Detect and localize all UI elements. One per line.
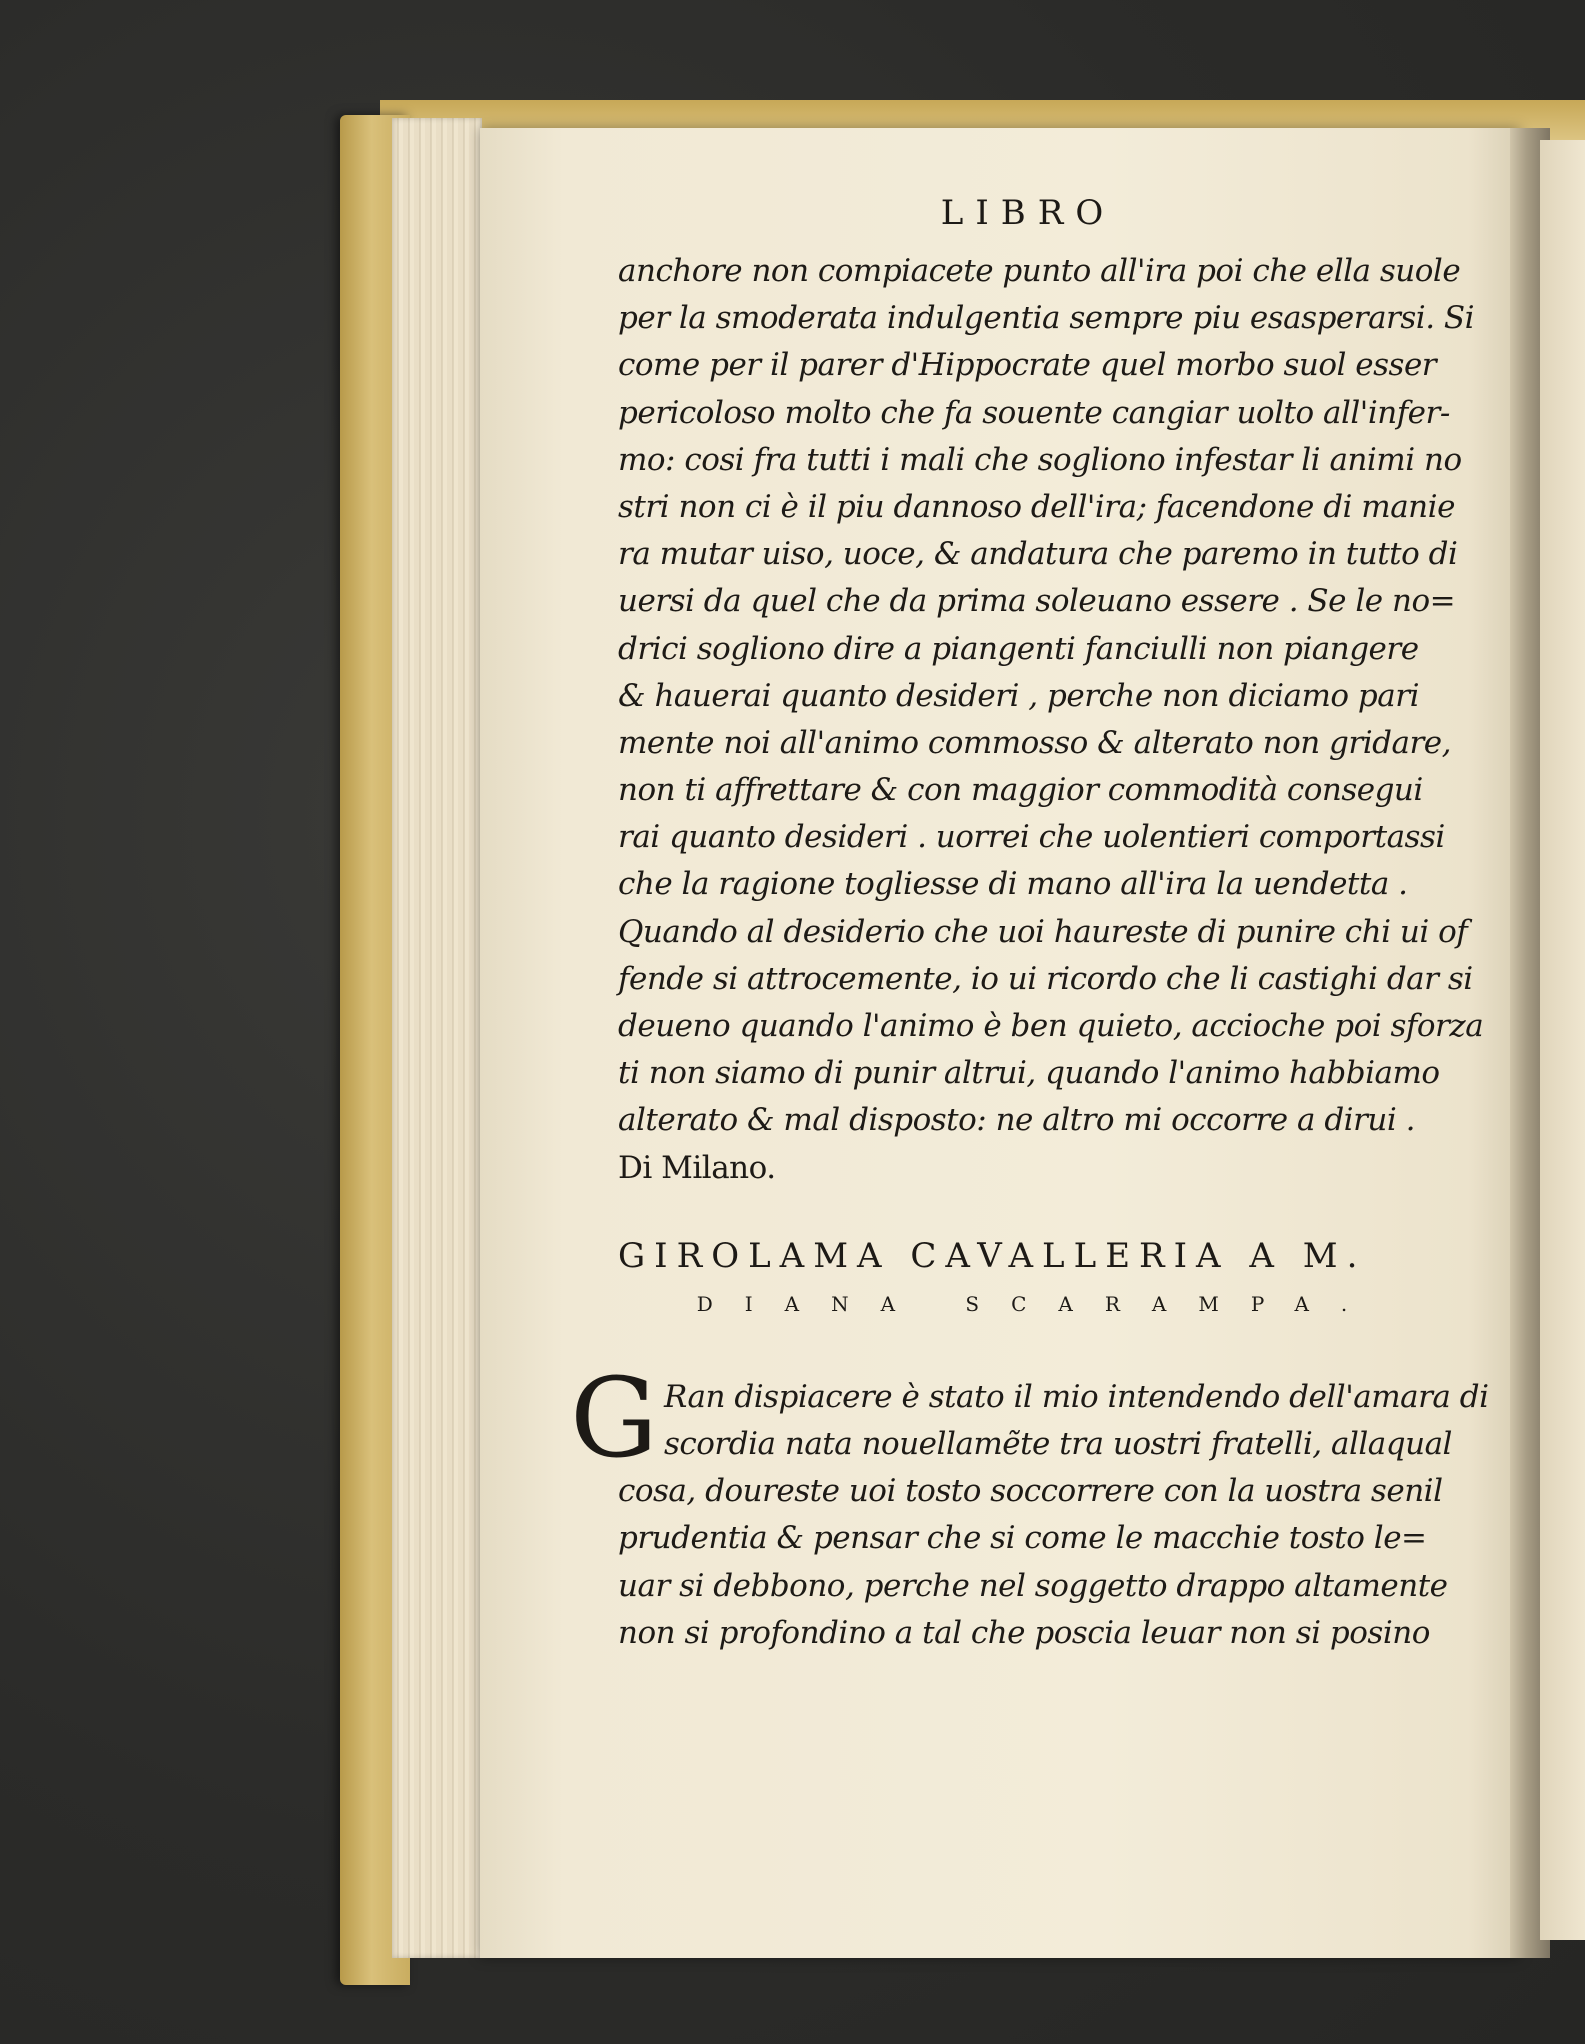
text-line: Ran dispiacere è stato il mio intendendo dell'amara di <box>664 1378 1489 1415</box>
text-line: ti non siamo di punir altrui, quando l'animo habbiamo <box>618 1055 1440 1092</box>
text-line: per la smoderata indulgentia sempre piu esasperarsi. Si <box>618 300 1475 337</box>
paragraph <box>618 248 1484 1192</box>
letter-title: GIROLAMA CAVALLERIA A M. <box>618 1235 1367 1276</box>
letter-subtitle: DIANA SCARAMPA. <box>696 1291 1380 1316</box>
text-line: come per il parer d'Hippocrate quel morbo suol esser <box>618 347 1437 384</box>
text-line: drici sogliono dire a piangenti fanciulli non piangere <box>618 630 1419 667</box>
text-line: ra mutar uiso, uoce, & andatura che paremo in tutto di <box>618 536 1458 573</box>
text-line: uersi da quel che da prima soleuano essere . Se le no= <box>618 583 1456 620</box>
text-line: stri non ci è il piu dannoso dell'ira; facendone di manie <box>618 488 1455 525</box>
letter-body <box>570 1353 1489 1657</box>
text-line: alterato & mal disposto: ne altro mi occorre a dirui . <box>618 1102 1415 1139</box>
text-line: non ti affrettare & con maggior commodità consegui <box>618 772 1423 809</box>
text-line: anchore non compiacete punto all'ira poi che ella suole <box>618 253 1461 289</box>
text-line: mo: cosi fra tutti i mali che sogliono infestar li animi no <box>618 441 1462 478</box>
text-line: non si profondino a tal che poscia leuar non si posino <box>618 1614 1430 1651</box>
text-line: pericoloso molto che fa souente cangiar uolto all'infer- <box>618 394 1450 431</box>
text-line: prudentia & pensar che si come le macchie tosto le= <box>618 1520 1427 1557</box>
text-line: Quando al desiderio che uoi haureste di punire chi ui of <box>618 913 1468 950</box>
facing-page-edge <box>1540 140 1585 1940</box>
text-line: che la ragione togliesse di mano all'ira la uendetta . <box>618 866 1408 903</box>
text-line: uar si debbono, perche nel soggetto drappo altamente <box>618 1567 1448 1604</box>
page-text-block <box>570 190 1489 1657</box>
text-line: scordia nata nouellamẽte tra uostri fratelli, allaqual <box>664 1425 1452 1462</box>
place-signature: Di Milano. <box>618 1149 776 1186</box>
running-head: LIBRO <box>940 193 1116 233</box>
text-line: rai quanto desideri . uorrei che uolentieri comportassi <box>618 819 1445 856</box>
page-edges-stack <box>392 118 482 1958</box>
text-line: fende si attrocemente, io ui ricordo che li castighi dar si <box>618 960 1473 997</box>
text-line: cosa, doureste uoi tosto soccorrere con la uostra senil <box>618 1473 1443 1510</box>
drop-cap: G <box>570 1353 658 1482</box>
text-line: deueno quando l'animo è ben quieto, accioche poi sforza <box>618 1008 1484 1044</box>
text-line: mente noi all'animo commosso & alterato non gridare, <box>618 724 1451 761</box>
text-line: & hauerai quanto desideri , perche non diciamo pari <box>618 677 1419 714</box>
